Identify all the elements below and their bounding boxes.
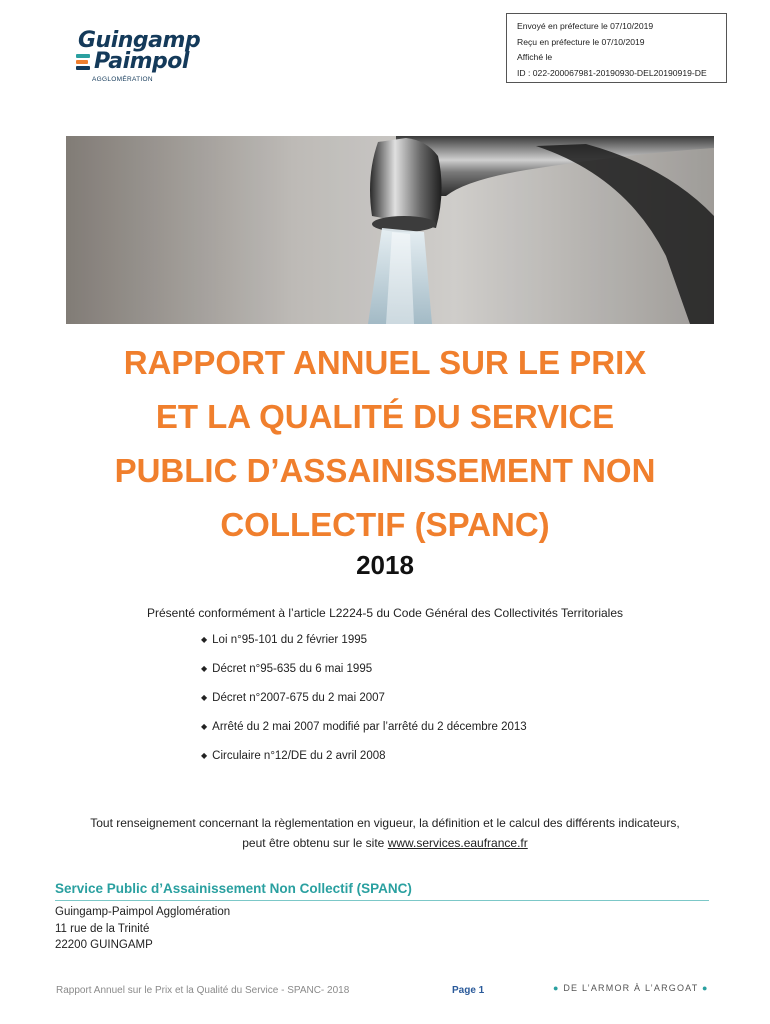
title-line: RAPPORT ANNUEL SUR LE PRIX [123,344,647,381]
legal-references-list [201,633,527,778]
stamp-line: Affiché le [517,52,553,62]
diamond-bullet-icon: ◆ [201,751,208,760]
logo-bars-icon [76,54,92,70]
section-divider [55,900,709,901]
dot-icon: ● [701,983,709,993]
spanc-heading: Service Public d’Assainissement Non Collectif (SPANC) [55,881,412,896]
logo-subtitle: AGGLOMÉRATION [92,76,153,83]
diamond-bullet-icon: ◆ [201,635,208,644]
stamp-line: ID : 022-200067981-20190930-DEL20190919-DE [517,67,707,78]
address-line: 22200 GUINGAMP [55,939,153,951]
list-item: ◆ Circulaire n°12/DE du 2 avril 2008 [201,750,386,762]
footer-document-title: Rapport Annuel sur le Prix et la Qualité du Service - SPANC- 2018 [56,985,350,996]
list-item: ◆ Arrêté du 2 mai 2007 modifié par l’arrêté du 2 décembre 2013 [201,721,527,733]
guingamp-paimpol-logo [74,28,214,88]
water-tap-image [66,136,714,324]
list-item: ◆ Loi n°95-101 du 2 février 1995 [201,634,368,646]
stamp-line: Envoyé en préfecture le 07/10/2019 [517,21,654,31]
report-year: 2018 [356,550,414,580]
address-line: Guingamp-Paimpol Agglomération [55,906,231,918]
diamond-bullet-icon: ◆ [201,664,208,673]
intro-text: Présenté conformément à l’article L2224-5 du Code Général des Collectivités Territoriales [146,606,623,620]
dot-icon: ● [553,983,560,993]
list-item: ◆ Décret n°95-635 du 6 mai 1995 [201,663,373,675]
footer-tagline: ● DE L’ARMOR À L’ARGOAT ● [553,983,709,993]
title-line: PUBLIC D’ASSAINISSEMENT NON [114,452,656,489]
stamp-line: Reçu en préfecture le 07/10/2019 [517,36,645,47]
report-title [40,336,730,552]
info-line: peut être obtenu sur le site www.services.eaufrance.fr [242,836,528,850]
list-item: ◆ Décret n°2007-675 du 2 mai 2007 [201,692,385,704]
logo-text-line1: Guingamp [78,28,201,53]
info-paragraph [0,813,770,853]
info-line: Tout renseignement concernant la règlementation en vigueur, la définition et le calcul des différents indicateurs, [90,816,680,830]
logo-text-line2: Paimpol [94,49,189,74]
title-line: ET LA QUALITÉ DU SERVICE [155,398,615,435]
eaufrance-link[interactable]: www.services.eaufrance.fr [387,836,528,850]
title-line: COLLECTIF (SPANC) [220,506,550,543]
address-line: 11 rue de la Trinité [55,922,150,935]
diamond-bullet-icon: ◆ [201,722,208,731]
prefecture-stamp [506,13,727,83]
address-block [55,904,230,954]
footer-page-number: Page 1 [452,985,485,996]
diamond-bullet-icon: ◆ [201,693,208,702]
